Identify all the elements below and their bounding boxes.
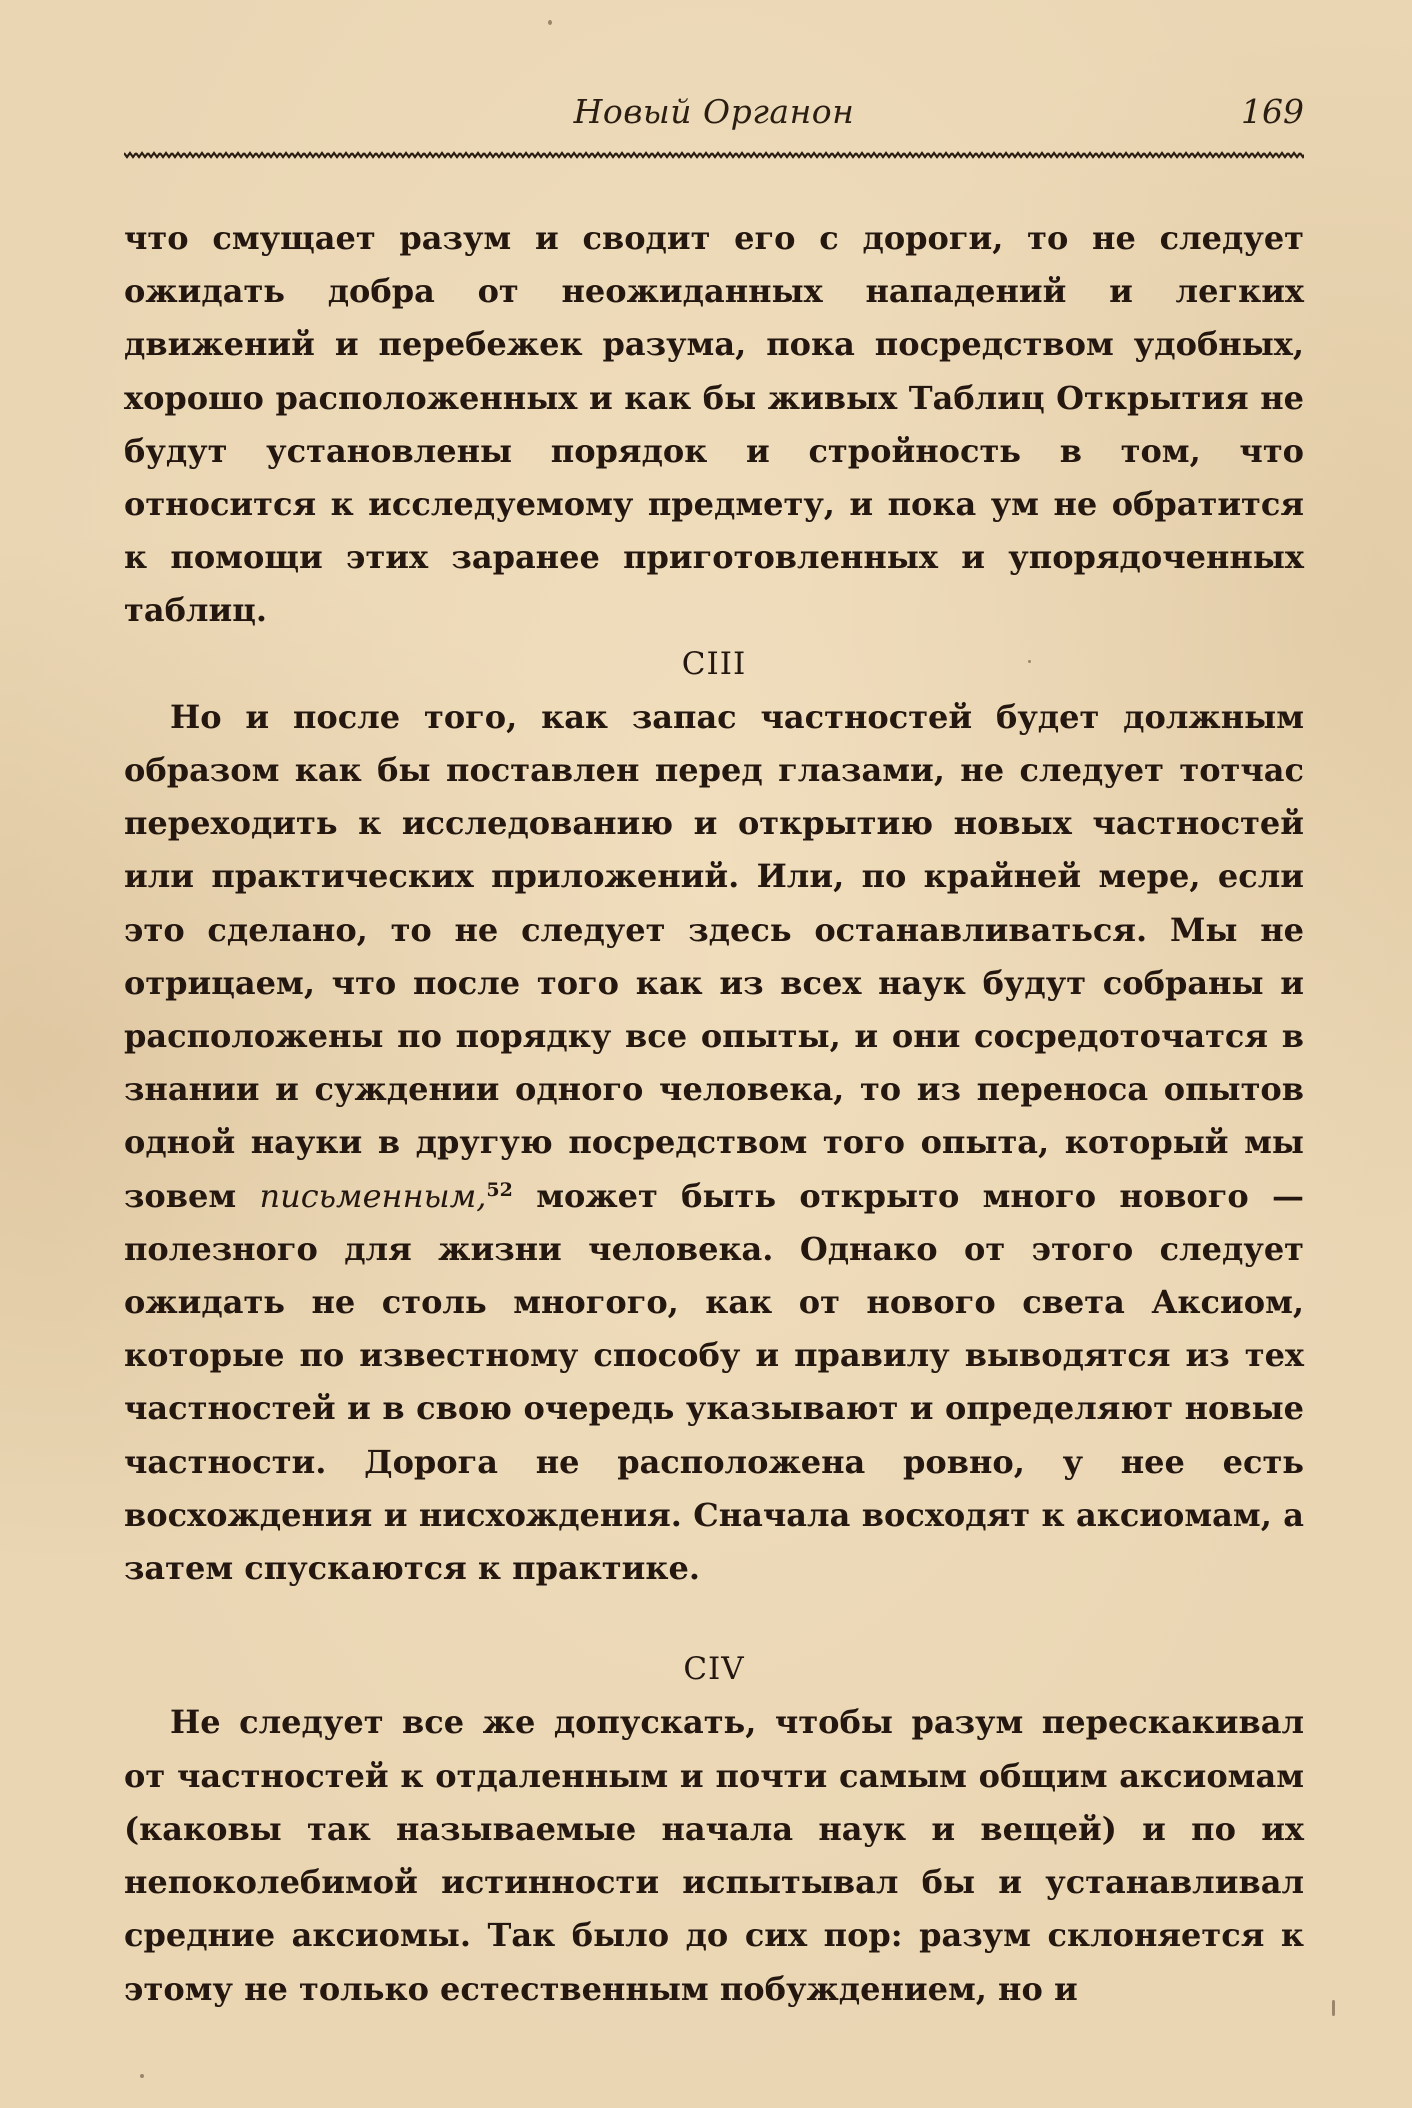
wavy-header-rule bbox=[124, 150, 1304, 160]
paper-speck bbox=[1332, 2000, 1335, 2016]
section-heading-ciii: CIII bbox=[681, 645, 747, 682]
paper-speck bbox=[140, 2074, 144, 2078]
page-header bbox=[124, 92, 1304, 140]
paper-speck bbox=[1028, 660, 1031, 663]
section-ciii-text-after: может быть открыто много нового — полезного для жизни человека. Однако от этого следует ожидать не столь многого, как от нового света Аксиом, которые по известному способу и правилу выводятся из тех частностей и в свою очередь указывают и определяют новые частности. Дорога не расположена ровно, у нее есть восхождения и нисхождения. Сначала восходят к аксиомам, а затем спускаются к практике. bbox=[124, 1176, 1305, 1588]
section-spacer bbox=[124, 1595, 1304, 1643]
running-title: Новый Органон bbox=[573, 92, 855, 131]
section-civ-paragraph: Не следует все же допускать, чтобы разум перескакивал от частностей к отдаленным и почти самым общим аксиомам (каковы так называемые начала наук и вещей) и по их непоколебимой истинности испытывал бы и устанавливал средние аксиомы. Так было до сих пор: разум склоняется к этому не только естественным побуждением, но и bbox=[124, 1703, 1304, 2008]
emphasized-term: письменным, bbox=[259, 1176, 487, 1215]
footnote-reference[interactable]: 52 bbox=[486, 1178, 513, 1201]
intro-paragraph: что смущает разум и сводит его с дороги, то не следует ожидать добра от неожиданных нападений и легких движений и перебежек разума, пока посредством удобных, хорошо расположенных и как бы живых Таблиц Открытия не будут установлены порядок и стройность в том, что относится к исследуемому предмету, и пока ум не обратится к помощи этих заранее приготовленных и упорядоченных таблиц. bbox=[124, 219, 1304, 630]
page-number: 169 bbox=[1241, 92, 1304, 131]
section-ciii-paragraph bbox=[124, 691, 1304, 1595]
section-ciii-text-before: Но и после того, как запас частностей будет должным образом как бы поставлен перед глазами, не следует тотчас переходить к исследованию и открытию новых частностей или практических приложений. Или, по крайней мере, если это сделано, то не следует здесь останавливаться. Мы не отрицаем, что после того как из всех наук будут собраны и расположены по порядку все опыты, и они сосредоточатся в знании и суждении одного человека, то из переноса опытов одной науки в другую посредством того опыта, который мы зовем bbox=[124, 697, 1304, 1215]
paper-speck bbox=[548, 20, 552, 25]
section-heading-civ: CIV bbox=[683, 1651, 745, 1688]
body-text bbox=[124, 212, 1304, 2016]
